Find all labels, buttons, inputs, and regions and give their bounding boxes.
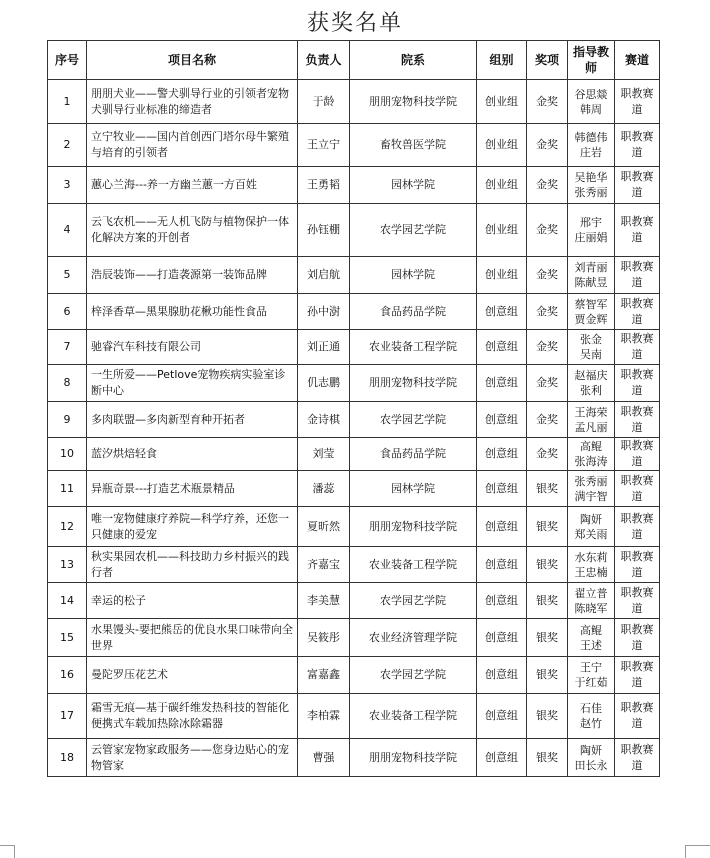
college-name: 园林学院	[350, 471, 477, 507]
award-name: 银奖	[527, 471, 568, 507]
advisor-name: 陶妍	[580, 512, 602, 526]
advisor-name: 翟立普	[574, 586, 608, 600]
group-name: 创业组	[477, 167, 527, 204]
advisor-names	[568, 694, 615, 739]
group-name: 创意组	[477, 657, 527, 694]
advisor-name: 王忠楠	[574, 565, 608, 579]
advisor-name: 蔡智军	[574, 297, 608, 311]
track-name: 职教赛道	[615, 657, 660, 694]
group-name: 创意组	[477, 583, 527, 619]
project-name: 曼陀罗压花艺术	[87, 657, 298, 694]
row-no: 12	[48, 507, 87, 547]
award-name: 银奖	[527, 583, 568, 619]
award-name: 银奖	[527, 507, 568, 547]
group-name: 创意组	[477, 438, 527, 471]
advisor-names	[568, 739, 615, 777]
leader-name: 曹强	[298, 739, 350, 777]
track-name: 职教赛道	[615, 294, 660, 330]
table-row	[48, 365, 660, 402]
advisor-name: 谷思燚	[574, 87, 608, 101]
advisor-name: 陈献昱	[574, 276, 608, 289]
track-name: 职教赛道	[615, 471, 660, 507]
track-name: 职教赛道	[615, 257, 660, 294]
group-name: 创意组	[477, 365, 527, 402]
advisor-name: 王海荣	[574, 405, 608, 419]
advisor-names	[568, 124, 615, 167]
award-name: 银奖	[527, 547, 568, 583]
row-no: 6	[48, 294, 87, 330]
track-name: 职教赛道	[615, 507, 660, 547]
advisor-names	[568, 471, 615, 507]
advisor-name: 陶妍	[580, 743, 602, 757]
advisor-names	[568, 402, 615, 438]
advisor-name: 赵福庆	[574, 369, 608, 382]
advisor-names	[568, 204, 615, 257]
table-row	[48, 657, 660, 694]
college-name: 朋朋宠物科技学院	[350, 507, 477, 547]
award-table	[47, 40, 660, 777]
advisor-name: 水东莉	[574, 550, 608, 564]
track-name: 职教赛道	[615, 694, 660, 739]
track-name: 职教赛道	[615, 583, 660, 619]
project-name: 唯一宠物健康疗养院—科学疗养，还您一只健康的爱宠	[87, 507, 298, 547]
row-no: 1	[48, 80, 87, 124]
award-name: 银奖	[527, 694, 568, 739]
award-name: 银奖	[527, 619, 568, 657]
track-name: 职教赛道	[615, 365, 660, 402]
group-name: 创意组	[477, 547, 527, 583]
project-name: 蓝汐烘焙轻食	[87, 438, 298, 471]
advisor-name: 张海涛	[574, 455, 608, 468]
row-no: 9	[48, 402, 87, 438]
track-name: 职教赛道	[615, 80, 660, 124]
page-title: 获奖名单	[306, 11, 403, 36]
advisor-name: 韩德伟	[574, 131, 608, 144]
group-name: 创意组	[477, 402, 527, 438]
advisor-name: 张秀丽	[574, 474, 608, 488]
header-no: 序号	[48, 41, 87, 80]
row-no: 7	[48, 330, 87, 365]
project-name: 立宁牧业——国内首创西门塔尔母牛繁殖与培育的引领者	[87, 124, 298, 167]
header-project: 项目名称	[87, 41, 298, 80]
advisor-names	[568, 257, 615, 294]
leader-name: 王勇韬	[298, 167, 350, 204]
leader-name: 夏昕然	[298, 507, 350, 547]
advisor-names	[568, 330, 615, 365]
row-no: 11	[48, 471, 87, 507]
group-name: 创业组	[477, 204, 527, 257]
project-name: 蕙心兰海---养一方幽兰蕙一方百姓	[87, 167, 298, 204]
advisor-name: 吴艳华	[574, 171, 608, 184]
advisor-name: 满宇智	[574, 489, 608, 503]
project-name: 幸运的松子	[87, 583, 298, 619]
project-name: 异瓶奇景---打造艺术瓶景精品	[87, 471, 298, 507]
college-name: 园林学院	[350, 257, 477, 294]
college-name: 朋朋宠物科技学院	[350, 80, 477, 124]
college-name: 朋朋宠物科技学院	[350, 739, 477, 777]
college-name: 农业经济管理学院	[350, 619, 477, 657]
row-no: 4	[48, 204, 87, 257]
college-name: 食品药品学院	[350, 294, 477, 330]
track-name: 职教赛道	[615, 402, 660, 438]
row-no: 15	[48, 619, 87, 657]
project-name: 秋实果园农机——科技助力乡村振兴的践行者	[87, 547, 298, 583]
advisor-name: 王述	[580, 638, 602, 652]
award-name: 银奖	[527, 657, 568, 694]
project-name: 云管家宠物家政服务——您身边贴心的宠物管家	[87, 739, 298, 777]
group-name: 创业组	[477, 257, 527, 294]
track-name: 职教赛道	[615, 547, 660, 583]
award-name: 金奖	[527, 330, 568, 365]
award-name: 金奖	[527, 294, 568, 330]
project-name: 霜雪无痕—基于碳纤维发热科技的智能化便携式车载加热除冰除霜器	[87, 694, 298, 739]
track-name: 职教赛道	[615, 619, 660, 657]
advisor-names	[568, 438, 615, 471]
award-name: 金奖	[527, 402, 568, 438]
track-name: 职教赛道	[615, 330, 660, 365]
advisor-name: 于红茹	[574, 676, 608, 689]
track-name: 职教赛道	[615, 739, 660, 777]
advisor-names	[568, 294, 615, 330]
advisor-name: 田长永	[574, 758, 608, 772]
row-no: 13	[48, 547, 87, 583]
header-college: 院系	[350, 41, 477, 80]
group-name: 创意组	[477, 330, 527, 365]
leader-name: 李柏霖	[298, 694, 350, 739]
track-name: 职教赛道	[615, 204, 660, 257]
leader-name: 吴筱彤	[298, 619, 350, 657]
leader-name: 孙钰棚	[298, 204, 350, 257]
advisor-name: 韩周	[580, 102, 602, 116]
group-name: 创意组	[477, 694, 527, 739]
award-name: 金奖	[527, 167, 568, 204]
header-track: 赛道	[615, 41, 660, 80]
leader-name: 刘正通	[298, 330, 350, 365]
table-row	[48, 619, 660, 657]
award-name: 金奖	[527, 204, 568, 257]
table-row	[48, 330, 660, 365]
award-name: 金奖	[527, 124, 568, 167]
table-row	[48, 739, 660, 777]
college-name: 园林学院	[350, 167, 477, 204]
advisor-name: 邢宇	[580, 216, 602, 229]
award-name: 金奖	[527, 80, 568, 124]
leader-name: 于龄	[298, 80, 350, 124]
advisor-name: 陈晓军	[574, 601, 608, 615]
row-no: 5	[48, 257, 87, 294]
advisor-names	[568, 547, 615, 583]
college-name: 农业装备工程学院	[350, 330, 477, 365]
table-row	[48, 694, 660, 739]
group-name: 创意组	[477, 739, 527, 777]
project-name: 梓泽香草—黑果腺肋花楸功能性食品	[87, 294, 298, 330]
advisor-names	[568, 507, 615, 547]
table-row	[48, 294, 660, 330]
advisor-names	[568, 365, 615, 402]
table-row	[48, 124, 660, 167]
group-name: 创意组	[477, 507, 527, 547]
table-row	[48, 471, 660, 507]
header-leader: 负责人	[298, 41, 350, 80]
award-name: 金奖	[527, 257, 568, 294]
advisor-names	[568, 167, 615, 204]
advisor-name: 庄丽娟	[574, 231, 608, 244]
leader-name: 仉志鹏	[298, 365, 350, 402]
track-name: 职教赛道	[615, 438, 660, 471]
leader-name: 金诗棋	[298, 402, 350, 438]
row-no: 16	[48, 657, 87, 694]
header-row	[48, 41, 660, 80]
college-name: 畜牧兽医学院	[350, 124, 477, 167]
advisor-name: 赵竹	[580, 717, 602, 730]
college-name: 农业装备工程学院	[350, 547, 477, 583]
group-name: 创业组	[477, 124, 527, 167]
project-name: 水果馒头-要把熊岳的优良水果口味带向全世界	[87, 619, 298, 657]
advisor-names	[568, 80, 615, 124]
table-row	[48, 80, 660, 124]
advisor-name: 郑关雨	[574, 527, 608, 541]
table-row	[48, 402, 660, 438]
leader-name: 齐嘉宝	[298, 547, 350, 583]
table-row	[48, 547, 660, 583]
leader-name: 富嘉鑫	[298, 657, 350, 694]
advisor-name: 孟凡丽	[574, 420, 608, 434]
advisor-name: 庄岩	[580, 146, 602, 159]
group-name: 创意组	[477, 294, 527, 330]
advisor-name: 高鲲	[580, 623, 602, 637]
advisor-names	[568, 583, 615, 619]
corner-mark-right	[685, 845, 710, 858]
track-name: 职教赛道	[615, 124, 660, 167]
award-name: 金奖	[527, 438, 568, 471]
table-row	[48, 204, 660, 257]
group-name: 创意组	[477, 471, 527, 507]
college-name: 朋朋宠物科技学院	[350, 365, 477, 402]
advisor-name: 王宁	[580, 661, 602, 674]
row-no: 2	[48, 124, 87, 167]
group-name: 创业组	[477, 80, 527, 124]
row-no: 8	[48, 365, 87, 402]
track-name: 职教赛道	[615, 167, 660, 204]
row-no: 17	[48, 694, 87, 739]
advisor-name: 张金	[580, 333, 602, 346]
college-name: 农业装备工程学院	[350, 694, 477, 739]
project-name: 驰睿汽车科技有限公司	[87, 330, 298, 365]
college-name: 食品药品学院	[350, 438, 477, 471]
leader-name: 潘蕊	[298, 471, 350, 507]
advisor-name: 石佳	[580, 702, 602, 715]
leader-name: 孙中澍	[298, 294, 350, 330]
project-name: 云飞农机——无人机飞防与植物保护一体化解决方案的开创者	[87, 204, 298, 257]
group-name: 创意组	[477, 619, 527, 657]
project-name: 浩辰装饰——打造袭源第一装饰品牌	[87, 257, 298, 294]
table-row	[48, 257, 660, 294]
project-name: 朋朋犬业——警犬驯导行业的引领者宠物犬驯导行业标准的缔造者	[87, 80, 298, 124]
college-name: 农学园艺学院	[350, 204, 477, 257]
award-name: 金奖	[527, 365, 568, 402]
table-row	[48, 507, 660, 547]
row-no: 18	[48, 739, 87, 777]
college-name: 农学园艺学院	[350, 402, 477, 438]
advisor-name: 张秀丽	[574, 186, 608, 199]
leader-name: 王立宁	[298, 124, 350, 167]
award-name: 银奖	[527, 739, 568, 777]
leader-name: 李美慧	[298, 583, 350, 619]
header-group: 组别	[477, 41, 527, 80]
advisor-name: 贾金辉	[574, 312, 608, 326]
advisor-name: 吴南	[580, 348, 602, 361]
row-no: 3	[48, 167, 87, 204]
advisor-name: 张利	[580, 384, 602, 397]
table-row	[48, 167, 660, 204]
row-no: 10	[48, 438, 87, 471]
leader-name: 刘莹	[298, 438, 350, 471]
corner-mark-left	[0, 845, 15, 858]
table-row	[48, 583, 660, 619]
table-row	[48, 438, 660, 471]
advisor-name: 刘青丽	[574, 261, 608, 274]
header-advisor: 指导教师	[568, 41, 615, 80]
advisor-names	[568, 619, 615, 657]
college-name: 农学园艺学院	[350, 657, 477, 694]
project-name: 多肉联盟—多肉新型育种开拓者	[87, 402, 298, 438]
advisor-names	[568, 657, 615, 694]
header-award: 奖项	[527, 41, 568, 80]
row-no: 14	[48, 583, 87, 619]
advisor-name: 高鲲	[580, 440, 602, 453]
college-name: 农学园艺学院	[350, 583, 477, 619]
leader-name: 刘启航	[298, 257, 350, 294]
project-name: 一生所爱——Petlove宠物疾病实验室诊断中心	[87, 365, 298, 402]
